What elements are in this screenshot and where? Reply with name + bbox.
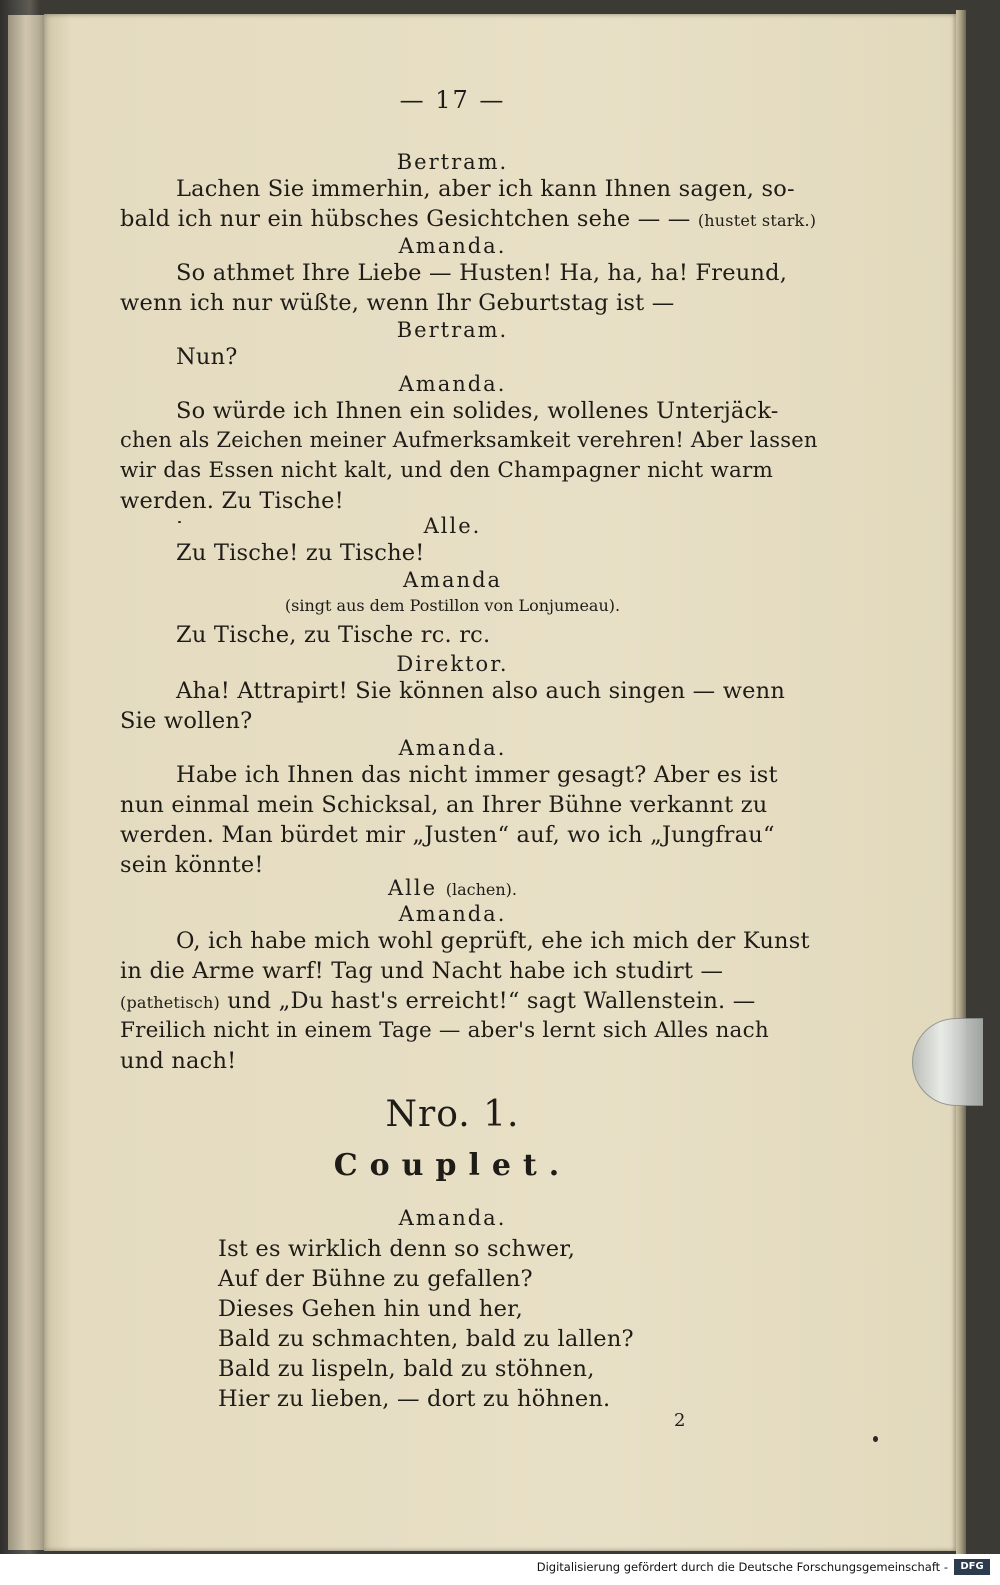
text-line: Freilich nicht in einem Tage — aber's lernt sich Alles nach — [120, 1018, 769, 1043]
text-line: Aha! Attrapirt! Sie können also auch singen — wenn — [176, 678, 786, 704]
stage-direction: (pathetisch) — [120, 993, 220, 1012]
text-line: So würde ich Ihnen ein solides, wollenes Unterjäck- — [176, 398, 779, 424]
verse-line: Ist es wirklich denn so schwer, — [218, 1236, 576, 1262]
speaker-label: Amanda. — [398, 234, 507, 258]
previous-page-edge — [8, 15, 48, 1550]
section-number: Nro. 1. — [385, 1094, 520, 1135]
speaker-name: Alle — [388, 876, 438, 900]
text-line-content: bald ich nur ein hübsches Gesichtchen sehe — — — [120, 206, 691, 232]
digitization-footer — [0, 1554, 1000, 1585]
speaker-label: Amanda. — [398, 902, 507, 926]
text-line — [120, 988, 755, 1014]
stage-direction: (singt aus dem Postillon von Lonjumeau). — [284, 596, 621, 615]
text-line: in die Arme warf! Tag und Nacht habe ich studirt — — [120, 958, 724, 984]
text-line-content: und „Du hast's erreicht!“ sagt Wallenstein. — — [227, 988, 756, 1014]
text-line: Nun? — [176, 344, 238, 370]
text-line: und nach! — [120, 1048, 237, 1074]
verse-line: Auf der Bühne zu gefallen? — [218, 1266, 533, 1292]
verse-line: Bald zu schmachten, bald zu lallen? — [218, 1326, 634, 1352]
text-line: Sie wollen? — [120, 708, 253, 734]
text-line: Lachen Sie immerhin, aber ich kann Ihnen sagen, so- — [176, 176, 795, 202]
signature-mark: 2 — [674, 1410, 686, 1431]
speaker-label: Alle. — [423, 514, 482, 538]
text-line: werden. Zu Tische! — [120, 488, 344, 514]
page-stack-edge — [956, 10, 966, 1555]
page-header: — 17 — — [399, 86, 506, 114]
speaker-label: Bertram. — [396, 150, 509, 174]
text-line: wir das Essen nicht kalt, und den Champagner nicht warm — [120, 458, 774, 483]
section-title: Couplet. — [333, 1148, 572, 1183]
speaker-label: Direktor. — [396, 652, 509, 676]
text-line: Habe ich Ihnen das nicht immer gesagt? Aber es ist — [176, 762, 778, 788]
paper-speck — [873, 1436, 878, 1442]
verse-line: Hier zu lieben, — dort zu höhnen. — [218, 1386, 611, 1412]
verse-line: Dieses Gehen hin und her, — [218, 1296, 523, 1322]
text-line: chen als Zeichen meiner Aufmerksamkeit verehren! Aber lassen — [120, 428, 818, 452]
stage-direction: (lachen). — [445, 880, 517, 899]
text-line: wenn ich nur wüßte, wenn Ihr Geburtstag ist — — [120, 290, 675, 316]
text-line: Zu Tische, zu Tische rc. rc. — [176, 622, 491, 648]
funding-credit: Digitalisierung gefördert durch die Deutsche Forschungsgemeinschaft - — [536, 1560, 948, 1574]
dfg-logo: DFG — [954, 1559, 990, 1575]
speaker-label: Bertram. — [396, 318, 509, 342]
text-line — [120, 206, 816, 232]
speaker-label: Amanda — [402, 568, 503, 592]
speaker-label: Amanda. — [398, 736, 507, 760]
text-line: Zu Tische! zu Tische! — [176, 540, 425, 566]
text-line: sein könnte! — [120, 852, 264, 878]
speaker-label: Amanda. — [398, 1206, 507, 1230]
text-line: O, ich habe mich wohl geprüft, ehe ich mich der Kunst — [176, 928, 810, 954]
text-line: nun einmal mein Schicksal, an Ihrer Bühne verkannt zu — [120, 792, 768, 818]
stage-direction: (hustet stark.) — [697, 211, 817, 230]
text-line: werden. Man bürdet mir „Justen“ auf, wo ich „Jungfrau“ — [120, 822, 775, 848]
speaker-label — [120, 876, 785, 900]
text-line: So athmet Ihre Liebe — Husten! Ha, ha, ha! Freund, — [176, 260, 788, 286]
verse-line: Bald zu lispeln, bald zu stöhnen, — [218, 1356, 595, 1382]
speaker-label: Amanda. — [398, 372, 507, 396]
paper-speck — [178, 521, 181, 523]
